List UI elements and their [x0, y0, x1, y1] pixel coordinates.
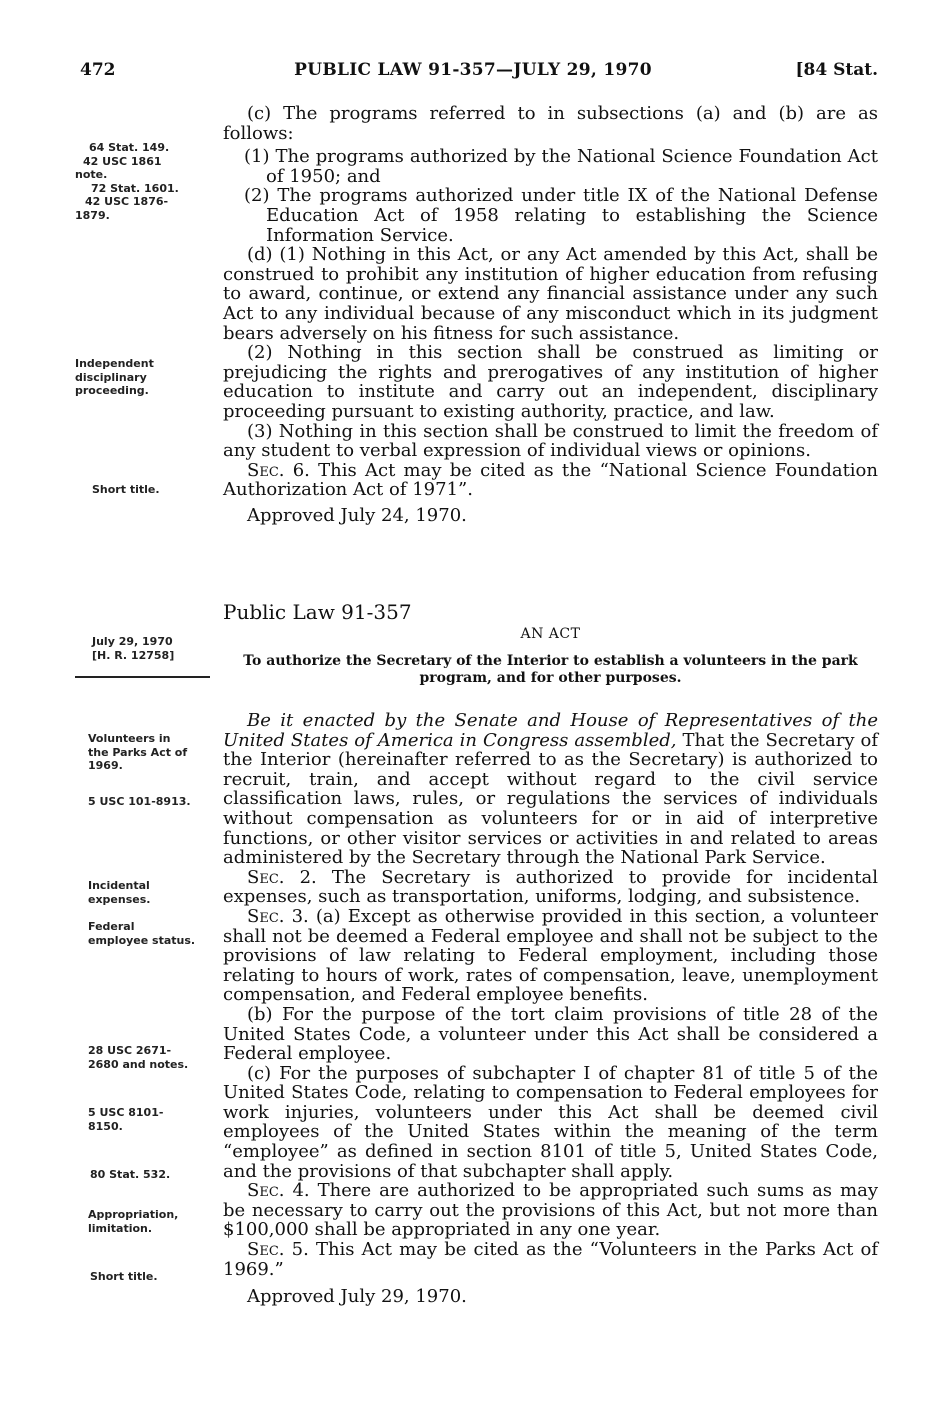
section-6 — [223, 461, 878, 500]
section-5 — [223, 1240, 878, 1279]
margin-note-appropriation: Appropriation, limitation. — [88, 1208, 179, 1235]
margin-note-80-stat: 80 Stat. 532. — [90, 1168, 171, 1181]
margin-note-usc-101: 5 USC 101-8913. — [88, 795, 191, 808]
section-5-text: This Act may be cited as the “Volunteers in the Parks Act of 1969.” — [223, 1239, 878, 1280]
paragraph-c2: (2) The programs authorized under title IX of the National Defense Education Act of 1958 relating to establishing the Science Information Service. — [244, 185, 878, 246]
margin-note-usc-8101: 5 USC 8101- 8150. — [88, 1106, 164, 1133]
an-act-heading: AN ACT — [520, 626, 581, 642]
section-2-heading: Sec. 2. — [247, 866, 317, 888]
section-6-text: This Act may be cited as the “National Science Foundation Authorization Act of 1971”. — [223, 459, 878, 501]
margin-note-short-title: Short title. — [92, 483, 160, 496]
section-3c: (c) For the purposes of subchapter I of chapter 81 of title 5 of the United States Code, relating to compensation to Federal employees for work injuries, volunteers under this Act shall be deemed civil employees of the United States within the meaning of the term “employee” as defined in section 8101 of title 5, United States Code, and the provisions of that subchapter shall apply. — [223, 1062, 878, 1182]
prior-act-text — [223, 104, 878, 525]
public-law-title: Public Law 91-357 — [223, 600, 412, 624]
margin-note-date-bill: July 29, 1970 [H. R. 12758] — [92, 635, 175, 662]
margin-rule — [75, 676, 210, 678]
section-2 — [223, 868, 878, 907]
paragraph-d3: (3) Nothing in this section shall be construed to limit the freedom of any student to verbal expression of individual views or opinions. — [223, 420, 878, 462]
margin-note-volunteers-act: Volunteers in the Parks Act of 1969. — [88, 732, 188, 772]
margin-note-usc-2671: 28 USC 2671- 2680 and notes. — [88, 1044, 189, 1071]
margin-note-citations: 64 Stat. 149. 42 USC 1861 note. 72 Stat. 1601. 42 USC 1876- 1879. — [75, 141, 179, 222]
section-1-text: That the Secretary of the Interior (hereinafter referred to as the Secretary) is authorized to recruit, train, and accept without regard to the civil service classification laws, rules, or regulations the services of individuals without compensation as volunteers for or in aid of interpretive functions, or other visitor services or activities in and related to areas administered by the Secretary through the National Park Service. — [223, 729, 879, 869]
section-4-text: There are authorized to be appropriated such sums as may be necessary to carry out the provisions of this Act, but not more than $100,000 shall be appropriated in any one year. — [223, 1180, 878, 1241]
paragraph-d2: (2) Nothing in this section shall be construed as limiting or prejudicing the rights and prerogatives of any institution of higher education to institute and carry out an independent, disciplinary proceeding pursuant to existing authority, practice, and law. — [223, 342, 878, 422]
running-header — [0, 60, 946, 86]
margin-note-federal-status: Federal employee status. — [88, 920, 196, 947]
act-body-text — [223, 711, 878, 1307]
margin-note-short-title-2: Short title. — [90, 1270, 158, 1283]
section-3a-text: (a) Except as otherwise provided in this section, a volunteer shall not be deemed a Federal employee and shall not be subject to the provisions of law relating to Federal employment, including those relating to hours of work, rates of compensation, leave, unemployment compensation, and Federal employee benefits. — [223, 905, 878, 1006]
approved-date-2: Approved July 29, 1970. — [247, 1286, 467, 1308]
section-3b: (b) For the purpose of the tort claim provisions of title 28 of the United States Code, a volunteer under this Act shall be considered a Federal employee. — [223, 1003, 878, 1065]
section-5-heading: Sec. 5. — [247, 1239, 309, 1261]
section-4-heading: Sec. 4. — [247, 1180, 310, 1202]
paragraph-d1: (d) (1) Nothing in this Act, or any Act amended by this Act, shall be construed to prohibit any institution of higher education from refusing to award, continue, or extend any financial assistance under any such Act to any individual because of any misconduct which in its judgment bears adversely on his fitness for such assistance. — [223, 244, 878, 344]
act-purpose: To authorize the Secretary of the Interior to establish a volunteers in the park program, and for other purposes. — [243, 653, 858, 686]
paragraph-c1: (1) The programs authorized by the National Science Foundation Act of 1950; and — [244, 146, 878, 187]
section-3-heading: Sec. 3. — [247, 905, 309, 927]
section-1 — [223, 711, 878, 868]
section-2-text: The Secretary is authorized to provide for incidental expenses, such as transportation, uniforms, lodging, and subsistence. — [223, 866, 878, 908]
section-6-heading: Sec. 6. — [247, 459, 310, 481]
margin-note-incidental: Incidental expenses. — [88, 879, 151, 906]
paragraph-c-intro: (c) The programs referred to in subsections (a) and (b) are as follows: — [223, 103, 878, 144]
header-title: PUBLIC LAW 91-357—JULY 29, 1970 — [294, 60, 652, 80]
approved-date-1: Approved July 24, 1970. — [247, 504, 467, 526]
statute-volume: [84 Stat. — [795, 60, 878, 80]
section-4 — [223, 1181, 878, 1240]
page-number: 472 — [80, 60, 116, 80]
enacting-clause: Be it enacted by the Senate and House of Representatives of the United States of America in Congress assembled, — [223, 710, 878, 751]
section-3a — [223, 907, 878, 1005]
margin-note-independent-disciplinary: Independent disciplinary proceeding. — [75, 357, 154, 397]
